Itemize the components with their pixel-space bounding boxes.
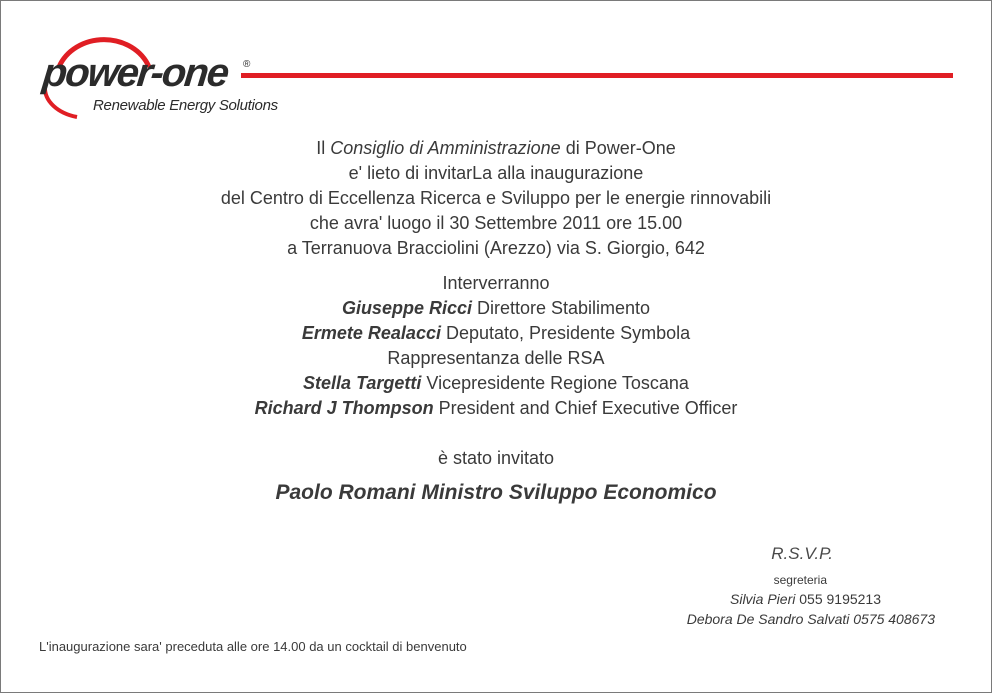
rsvp-contact-1	[615, 591, 935, 607]
line1-board: Consiglio di Amministrazione	[330, 138, 561, 158]
rsvp-contact-2	[615, 611, 935, 627]
invitation-line-2: e' lieto di invitarLa alla inaugurazione	[348, 163, 644, 183]
speaker-name: Richard J Thompson	[254, 398, 434, 418]
line1-suffix: di Power-One	[560, 138, 676, 158]
speaker-row	[1, 371, 991, 396]
power-one-logo	[37, 37, 317, 123]
speakers-list	[1, 271, 991, 421]
speaker-role: Rappresentanza delle RSA	[387, 348, 605, 368]
speaker-row	[1, 296, 991, 321]
line1-prefix: Il	[316, 138, 331, 158]
brand-name: power-one	[40, 51, 230, 95]
invitation-line-3: del Centro di Eccellenza Ricerca e Sviluppo per le energie rinnovabili	[220, 188, 772, 208]
invitation-line-1	[1, 136, 991, 161]
invited-guest: Paolo Romani Ministro Sviluppo Economico	[275, 481, 717, 504]
rsvp-block	[615, 544, 935, 627]
invitation-line-5: a Terranuova Bracciolini (Arezzo) via S. Giorgio, 642	[287, 238, 705, 258]
speaker-role: Vicepresidente Regione Toscana	[421, 373, 689, 393]
invitation-line-4: che avra' luogo il 30 Settembre 2011 ore 15.00	[309, 213, 683, 233]
contact1-name: Silvia Pieri	[730, 591, 796, 607]
registered-mark: ®	[243, 59, 251, 70]
speaker-role: Deputato, Presidente Symbola	[440, 323, 691, 343]
speaker-name: Ermete Realacci	[301, 323, 441, 343]
invited-label: è stato invitato	[437, 448, 555, 468]
footer-note: L'inaugurazione sara' preceduta alle ore 14.00 da un cocktail di benvenuto	[39, 639, 467, 654]
speakers-heading: Interverranno	[442, 273, 550, 293]
contact1-phone: 055 9195213	[795, 591, 881, 607]
speaker-row	[1, 321, 991, 346]
rsvp-subtitle: segreteria	[773, 573, 827, 587]
speaker-role: President and Chief Executive Officer	[433, 398, 738, 418]
rsvp-title: R.S.V.P.	[771, 544, 833, 563]
brand-tagline: Renewable Energy Solutions	[93, 97, 278, 114]
contact2-text: Debora De Sandro Salvati 0575 408673	[686, 611, 935, 627]
invitation-text	[1, 136, 991, 261]
speaker-name: Stella Targetti	[303, 373, 422, 393]
speaker-role: Direttore Stabilimento	[471, 298, 651, 318]
speaker-row	[1, 396, 991, 421]
speaker-name: Giuseppe Ricci	[341, 298, 472, 318]
speaker-row	[1, 346, 991, 371]
header-red-rule	[241, 73, 953, 78]
